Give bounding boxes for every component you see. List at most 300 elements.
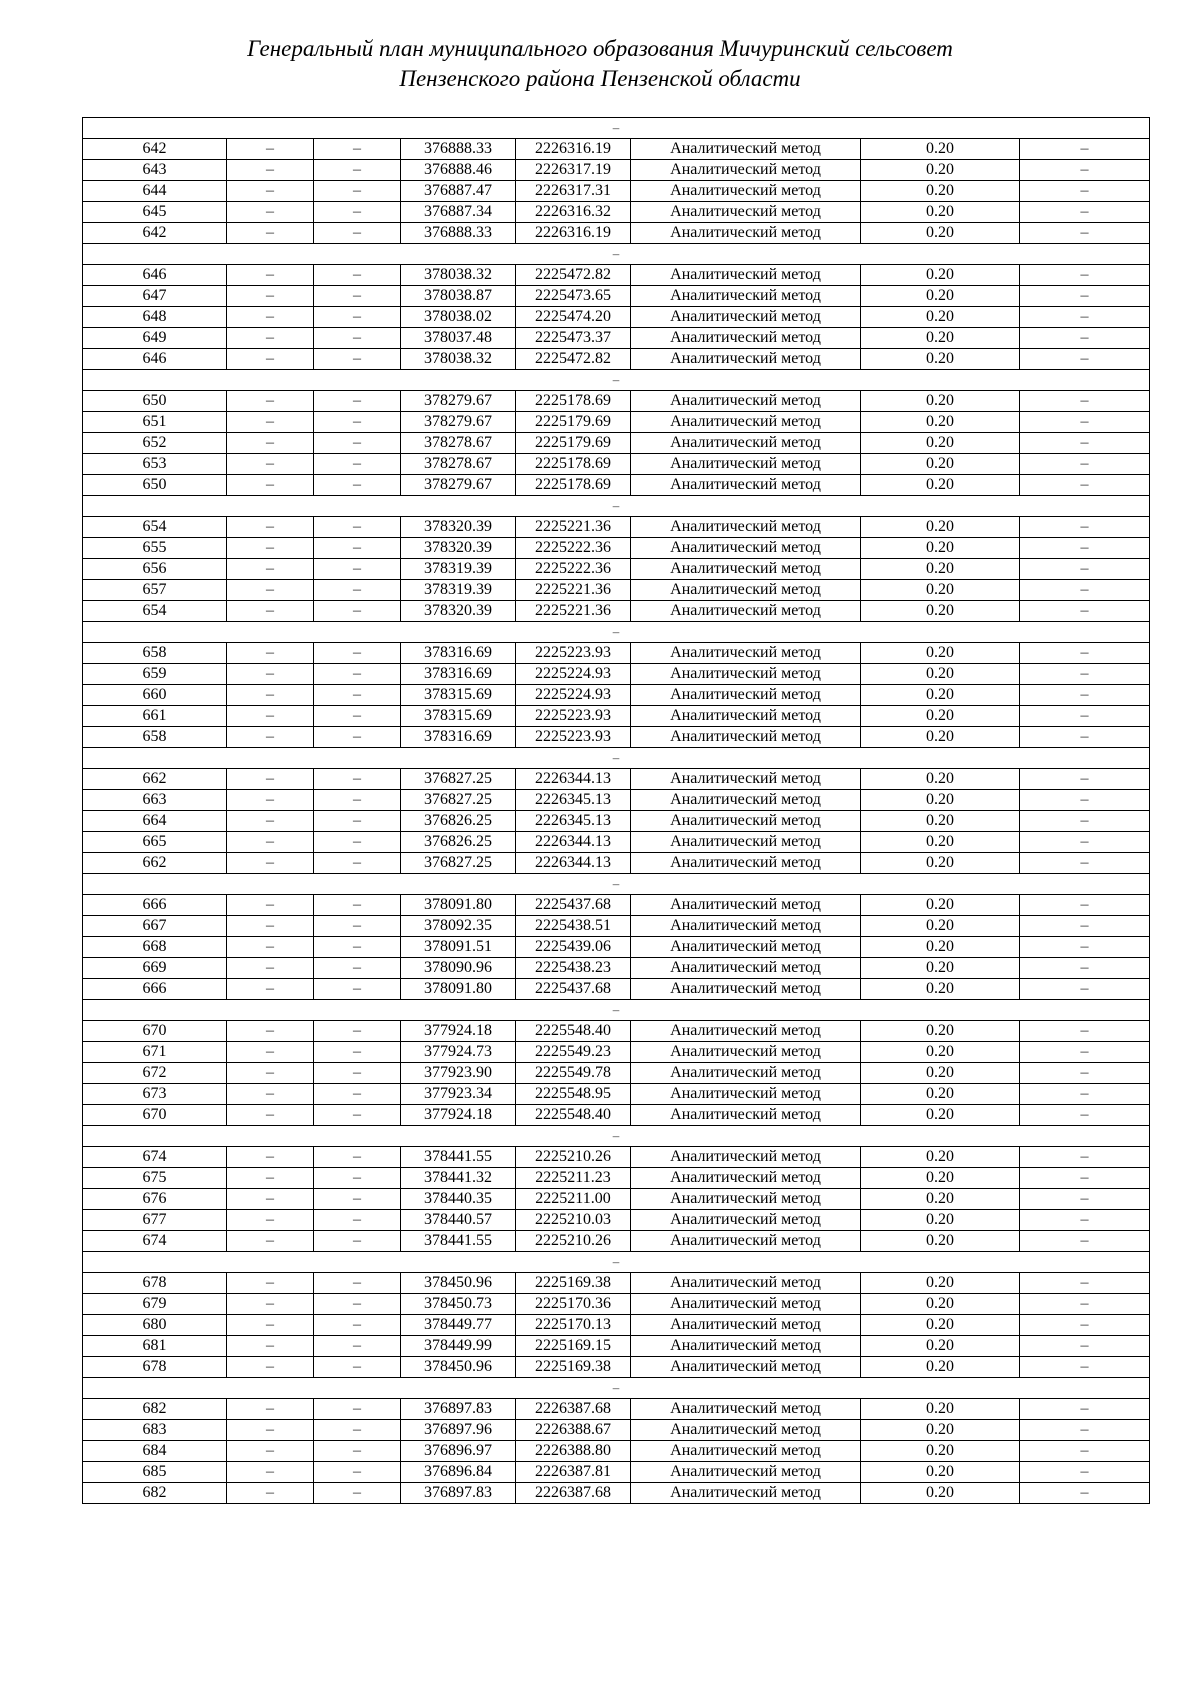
cell-point-number: 655	[83, 538, 227, 559]
table-row	[83, 1441, 1150, 1462]
table-row	[83, 349, 1150, 370]
cell-old-x: –	[227, 454, 314, 475]
cell-accuracy: 0.20	[861, 307, 1020, 328]
table-row	[83, 139, 1150, 160]
cell-coord-y: 2225439.06	[516, 937, 631, 958]
cell-description: –	[1020, 601, 1150, 622]
table-row	[83, 538, 1150, 559]
cell-coord-x: 376827.25	[401, 769, 516, 790]
cell-coord-x: 376897.96	[401, 1420, 516, 1441]
cell-method: Аналитический метод	[631, 1420, 861, 1441]
cell-description: –	[1020, 811, 1150, 832]
cell-method: Аналитический метод	[631, 1315, 861, 1336]
cell-method: Аналитический метод	[631, 1168, 861, 1189]
cell-coord-x: 376887.47	[401, 181, 516, 202]
cell-old-x: –	[227, 685, 314, 706]
table-row	[83, 454, 1150, 475]
cell-coord-x: 377923.90	[401, 1063, 516, 1084]
cell-point-number: 682	[83, 1483, 227, 1504]
cell-accuracy: 0.20	[861, 790, 1020, 811]
cell-method: Аналитический метод	[631, 1042, 861, 1063]
cell-description: –	[1020, 286, 1150, 307]
cell-point-number: 647	[83, 286, 227, 307]
cell-description: –	[1020, 895, 1150, 916]
cell-coord-x: 376888.33	[401, 223, 516, 244]
cell-method: Аналитический метод	[631, 1189, 861, 1210]
cell-coord-y: 2226316.19	[516, 223, 631, 244]
cell-coord-x: 378038.87	[401, 286, 516, 307]
cell-point-number: 668	[83, 937, 227, 958]
cell-old-y: –	[314, 1441, 401, 1462]
cell-accuracy: 0.20	[861, 1399, 1020, 1420]
cell-accuracy: 0.20	[861, 286, 1020, 307]
cell-old-y: –	[314, 1021, 401, 1042]
cell-point-number: 644	[83, 181, 227, 202]
cell-old-y: –	[314, 958, 401, 979]
cell-old-x: –	[227, 853, 314, 874]
cell-old-y: –	[314, 1084, 401, 1105]
cell-coord-y: 2225472.82	[516, 349, 631, 370]
cell-accuracy: 0.20	[861, 643, 1020, 664]
cell-point-number: 654	[83, 517, 227, 538]
cell-point-number: 676	[83, 1189, 227, 1210]
cell-coord-x: 378091.80	[401, 979, 516, 1000]
cell-coord-x: 378279.67	[401, 412, 516, 433]
cell-coord-y: 2226344.13	[516, 769, 631, 790]
contour-separator-row	[83, 874, 1150, 895]
cell-coord-x: 378320.39	[401, 601, 516, 622]
table-row	[83, 1210, 1150, 1231]
cell-old-y: –	[314, 139, 401, 160]
cell-coord-x: 378038.32	[401, 349, 516, 370]
table-row	[83, 1462, 1150, 1483]
cell-coord-x: 376827.25	[401, 853, 516, 874]
table-row	[83, 1189, 1150, 1210]
cell-old-y: –	[314, 181, 401, 202]
cell-old-y: –	[314, 391, 401, 412]
table-row	[83, 1420, 1150, 1441]
cell-old-y: –	[314, 559, 401, 580]
cell-method: Аналитический метод	[631, 1462, 861, 1483]
cell-old-x: –	[227, 1315, 314, 1336]
cell-coord-x: 378038.32	[401, 265, 516, 286]
cell-point-number: 660	[83, 685, 227, 706]
cell-accuracy: 0.20	[861, 664, 1020, 685]
cell-description: –	[1020, 202, 1150, 223]
cell-method: Аналитический метод	[631, 181, 861, 202]
cell-coord-y: 2225169.15	[516, 1336, 631, 1357]
table-row	[83, 895, 1150, 916]
cell-point-number: 648	[83, 307, 227, 328]
table-row	[83, 706, 1150, 727]
cell-old-x: –	[227, 1273, 314, 1294]
cell-accuracy: 0.20	[861, 916, 1020, 937]
table-row	[83, 307, 1150, 328]
cell-accuracy: 0.20	[861, 1210, 1020, 1231]
cell-coord-x: 378279.67	[401, 475, 516, 496]
cell-point-number: 674	[83, 1231, 227, 1252]
cell-point-number: 672	[83, 1063, 227, 1084]
cell-old-x: –	[227, 139, 314, 160]
cell-point-number: 649	[83, 328, 227, 349]
cell-coord-x: 378278.67	[401, 433, 516, 454]
cell-old-x: –	[227, 433, 314, 454]
cell-description: –	[1020, 517, 1150, 538]
cell-old-x: –	[227, 1231, 314, 1252]
cell-old-y: –	[314, 1105, 401, 1126]
cell-coord-y: 2226317.19	[516, 160, 631, 181]
cell-point-number: 651	[83, 412, 227, 433]
cell-old-y: –	[314, 1210, 401, 1231]
cell-coord-x: 376827.25	[401, 790, 516, 811]
cell-coord-x: 378450.73	[401, 1294, 516, 1315]
cell-accuracy: 0.20	[861, 769, 1020, 790]
cell-point-number: 663	[83, 790, 227, 811]
cell-accuracy: 0.20	[861, 1483, 1020, 1504]
cell-old-x: –	[227, 1063, 314, 1084]
cell-coord-y: 2225170.36	[516, 1294, 631, 1315]
cell-point-number: 674	[83, 1147, 227, 1168]
table-row	[83, 1168, 1150, 1189]
table-row	[83, 1483, 1150, 1504]
cell-description: –	[1020, 1105, 1150, 1126]
contour-separator-row	[83, 1252, 1150, 1273]
table-row	[83, 1147, 1150, 1168]
table-row	[83, 790, 1150, 811]
cell-accuracy: 0.20	[861, 475, 1020, 496]
cell-old-y: –	[314, 1357, 401, 1378]
cell-method: Аналитический метод	[631, 769, 861, 790]
table-row	[83, 328, 1150, 349]
cell-description: –	[1020, 1315, 1150, 1336]
cell-old-y: –	[314, 349, 401, 370]
cell-old-x: –	[227, 391, 314, 412]
cell-accuracy: 0.20	[861, 1042, 1020, 1063]
cell-description: –	[1020, 664, 1150, 685]
cell-coord-y: 2225437.68	[516, 979, 631, 1000]
cell-old-x: –	[227, 580, 314, 601]
cell-coord-x: 376826.25	[401, 811, 516, 832]
cell-accuracy: 0.20	[861, 1189, 1020, 1210]
cell-old-y: –	[314, 1189, 401, 1210]
cell-coord-x: 376896.97	[401, 1441, 516, 1462]
cell-old-x: –	[227, 202, 314, 223]
separator-cell: –	[83, 496, 1150, 517]
cell-old-x: –	[227, 601, 314, 622]
cell-accuracy: 0.20	[861, 1315, 1020, 1336]
cell-method: Аналитический метод	[631, 307, 861, 328]
cell-coord-x: 378037.48	[401, 328, 516, 349]
cell-description: –	[1020, 706, 1150, 727]
cell-coord-x: 378316.69	[401, 727, 516, 748]
cell-method: Аналитический метод	[631, 832, 861, 853]
cell-coord-x: 378090.96	[401, 958, 516, 979]
cell-accuracy: 0.20	[861, 832, 1020, 853]
cell-description: –	[1020, 1063, 1150, 1084]
cell-description: –	[1020, 1147, 1150, 1168]
cell-old-x: –	[227, 643, 314, 664]
cell-coord-y: 2225222.36	[516, 559, 631, 580]
cell-method: Аналитический метод	[631, 1483, 861, 1504]
table-row	[83, 1105, 1150, 1126]
cell-old-x: –	[227, 1441, 314, 1462]
separator-cell: –	[83, 1126, 1150, 1147]
cell-point-number: 650	[83, 391, 227, 412]
cell-point-number: 646	[83, 349, 227, 370]
cell-method: Аналитический метод	[631, 937, 861, 958]
cell-accuracy: 0.20	[861, 1084, 1020, 1105]
cell-description: –	[1020, 1336, 1150, 1357]
cell-coord-y: 2225169.38	[516, 1273, 631, 1294]
cell-coord-y: 2226317.31	[516, 181, 631, 202]
cell-description: –	[1020, 727, 1150, 748]
cell-point-number: 669	[83, 958, 227, 979]
cell-old-y: –	[314, 580, 401, 601]
contour-separator-row	[83, 1000, 1150, 1021]
cell-old-y: –	[314, 1147, 401, 1168]
separator-cell: –	[83, 1252, 1150, 1273]
cell-point-number: 678	[83, 1273, 227, 1294]
cell-old-x: –	[227, 916, 314, 937]
cell-old-y: –	[314, 1315, 401, 1336]
table-row	[83, 475, 1150, 496]
cell-coord-y: 2225221.36	[516, 601, 631, 622]
cell-coord-x: 377923.34	[401, 1084, 516, 1105]
cell-description: –	[1020, 643, 1150, 664]
cell-description: –	[1020, 1483, 1150, 1504]
cell-coord-y: 2225548.40	[516, 1021, 631, 1042]
table-row	[83, 1231, 1150, 1252]
cell-coord-x: 376887.34	[401, 202, 516, 223]
cell-coord-y: 2225178.69	[516, 475, 631, 496]
cell-old-x: –	[227, 727, 314, 748]
cell-coord-x: 378038.02	[401, 307, 516, 328]
table-row	[83, 916, 1150, 937]
cell-description: –	[1020, 139, 1150, 160]
cell-coord-y: 2225548.40	[516, 1105, 631, 1126]
cell-point-number: 665	[83, 832, 227, 853]
cell-accuracy: 0.20	[861, 265, 1020, 286]
cell-point-number: 654	[83, 601, 227, 622]
cell-method: Аналитический метод	[631, 160, 861, 181]
cell-old-y: –	[314, 307, 401, 328]
cell-coord-y: 2225437.68	[516, 895, 631, 916]
cell-old-y: –	[314, 601, 401, 622]
cell-method: Аналитический метод	[631, 391, 861, 412]
cell-old-x: –	[227, 1483, 314, 1504]
cell-point-number: 658	[83, 643, 227, 664]
cell-old-x: –	[227, 790, 314, 811]
cell-old-x: –	[227, 559, 314, 580]
cell-accuracy: 0.20	[861, 328, 1020, 349]
cell-method: Аналитический метод	[631, 1105, 861, 1126]
cell-old-x: –	[227, 349, 314, 370]
table-row	[83, 1315, 1150, 1336]
cell-method: Аналитический метод	[631, 1021, 861, 1042]
cell-accuracy: 0.20	[861, 223, 1020, 244]
cell-coord-x: 378441.32	[401, 1168, 516, 1189]
cell-coord-x: 377924.73	[401, 1042, 516, 1063]
cell-old-x: –	[227, 811, 314, 832]
cell-point-number: 642	[83, 139, 227, 160]
cell-coord-y: 2225179.69	[516, 412, 631, 433]
cell-description: –	[1020, 1357, 1150, 1378]
cell-old-y: –	[314, 475, 401, 496]
cell-point-number: 666	[83, 895, 227, 916]
cell-coord-x: 378315.69	[401, 685, 516, 706]
cell-coord-y: 2225179.69	[516, 433, 631, 454]
cell-old-x: –	[227, 265, 314, 286]
cell-accuracy: 0.20	[861, 202, 1020, 223]
cell-point-number: 679	[83, 1294, 227, 1315]
cell-description: –	[1020, 538, 1150, 559]
cell-description: –	[1020, 832, 1150, 853]
cell-point-number: 664	[83, 811, 227, 832]
cell-accuracy: 0.20	[861, 1273, 1020, 1294]
cell-method: Аналитический метод	[631, 895, 861, 916]
cell-description: –	[1020, 580, 1150, 601]
cell-point-number: 645	[83, 202, 227, 223]
cell-coord-y: 2226387.81	[516, 1462, 631, 1483]
cell-method: Аналитический метод	[631, 727, 861, 748]
cell-accuracy: 0.20	[861, 1105, 1020, 1126]
cell-method: Аналитический метод	[631, 979, 861, 1000]
cell-coord-y: 2225548.95	[516, 1084, 631, 1105]
cell-point-number: 657	[83, 580, 227, 601]
cell-old-x: –	[227, 1189, 314, 1210]
cell-method: Аналитический метод	[631, 286, 861, 307]
cell-old-y: –	[314, 727, 401, 748]
cell-accuracy: 0.20	[861, 895, 1020, 916]
cell-old-x: –	[227, 1021, 314, 1042]
contour-separator-row	[83, 1378, 1150, 1399]
cell-method: Аналитический метод	[631, 1231, 861, 1252]
contour-separator-row	[83, 244, 1150, 265]
cell-point-number: 652	[83, 433, 227, 454]
table-row	[83, 391, 1150, 412]
cell-accuracy: 0.20	[861, 559, 1020, 580]
cell-coord-x: 378319.39	[401, 559, 516, 580]
table-row	[83, 664, 1150, 685]
cell-method: Аналитический метод	[631, 1294, 861, 1315]
cell-accuracy: 0.20	[861, 811, 1020, 832]
cell-method: Аналитический метод	[631, 811, 861, 832]
contour-separator-row	[83, 496, 1150, 517]
cell-old-x: –	[227, 538, 314, 559]
cell-coord-x: 378450.96	[401, 1273, 516, 1294]
cell-description: –	[1020, 307, 1150, 328]
cell-accuracy: 0.20	[861, 1420, 1020, 1441]
cell-method: Аналитический метод	[631, 517, 861, 538]
cell-coord-y: 2226345.13	[516, 790, 631, 811]
table-row	[83, 1084, 1150, 1105]
contour-separator-row	[83, 748, 1150, 769]
cell-old-x: –	[227, 895, 314, 916]
cell-description: –	[1020, 265, 1150, 286]
cell-point-number: 662	[83, 853, 227, 874]
cell-old-y: –	[314, 1231, 401, 1252]
contour-separator-row	[83, 622, 1150, 643]
cell-old-y: –	[314, 1294, 401, 1315]
cell-old-x: –	[227, 1462, 314, 1483]
cell-old-y: –	[314, 1399, 401, 1420]
separator-cell: –	[83, 622, 1150, 643]
cell-coord-x: 378449.99	[401, 1336, 516, 1357]
separator-cell: –	[83, 118, 1150, 139]
cell-coord-y: 2225549.78	[516, 1063, 631, 1084]
cell-old-y: –	[314, 454, 401, 475]
cell-description: –	[1020, 790, 1150, 811]
cell-method: Аналитический метод	[631, 1357, 861, 1378]
cell-coord-y: 2225223.93	[516, 706, 631, 727]
cell-coord-x: 376897.83	[401, 1399, 516, 1420]
cell-old-y: –	[314, 685, 401, 706]
cell-coord-x: 378450.96	[401, 1357, 516, 1378]
cell-old-y: –	[314, 895, 401, 916]
cell-description: –	[1020, 1210, 1150, 1231]
cell-old-x: –	[227, 1336, 314, 1357]
table-row	[83, 1336, 1150, 1357]
cell-coord-y: 2225211.00	[516, 1189, 631, 1210]
table-row	[83, 811, 1150, 832]
cell-old-x: –	[227, 1147, 314, 1168]
cell-description: –	[1020, 412, 1150, 433]
cell-coord-y: 2225210.26	[516, 1147, 631, 1168]
cell-point-number: 680	[83, 1315, 227, 1336]
cell-method: Аналитический метод	[631, 580, 861, 601]
cell-point-number: 684	[83, 1441, 227, 1462]
table-row	[83, 769, 1150, 790]
coordinates-table	[82, 117, 1150, 1504]
cell-point-number: 673	[83, 1084, 227, 1105]
cell-description: –	[1020, 1021, 1150, 1042]
cell-old-y: –	[314, 853, 401, 874]
cell-coord-x: 376897.83	[401, 1483, 516, 1504]
cell-coord-y: 2226388.67	[516, 1420, 631, 1441]
cell-accuracy: 0.20	[861, 454, 1020, 475]
table-row	[83, 433, 1150, 454]
cell-old-x: –	[227, 664, 314, 685]
cell-description: –	[1020, 349, 1150, 370]
cell-coord-x: 377924.18	[401, 1021, 516, 1042]
cell-method: Аналитический метод	[631, 853, 861, 874]
cell-method: Аналитический метод	[631, 643, 861, 664]
cell-description: –	[1020, 1462, 1150, 1483]
header-title-line-2: Пензенского района Пензенской области	[399, 66, 801, 91]
cell-old-y: –	[314, 1462, 401, 1483]
cell-method: Аналитический метод	[631, 454, 861, 475]
cell-coord-y: 2226345.13	[516, 811, 631, 832]
cell-point-number: 658	[83, 727, 227, 748]
cell-old-y: –	[314, 916, 401, 937]
cell-accuracy: 0.20	[861, 1336, 1020, 1357]
table-row	[83, 223, 1150, 244]
cell-coord-y: 2225473.65	[516, 286, 631, 307]
cell-accuracy: 0.20	[861, 1462, 1020, 1483]
cell-coord-x: 378449.77	[401, 1315, 516, 1336]
cell-coord-y: 2225473.37	[516, 328, 631, 349]
cell-accuracy: 0.20	[861, 727, 1020, 748]
table-row	[83, 181, 1150, 202]
separator-cell: –	[83, 874, 1150, 895]
cell-accuracy: 0.20	[861, 349, 1020, 370]
separator-cell: –	[83, 748, 1150, 769]
cell-accuracy: 0.20	[861, 1063, 1020, 1084]
cell-old-x: –	[227, 286, 314, 307]
table-row	[83, 1357, 1150, 1378]
cell-old-y: –	[314, 265, 401, 286]
cell-point-number: 670	[83, 1105, 227, 1126]
